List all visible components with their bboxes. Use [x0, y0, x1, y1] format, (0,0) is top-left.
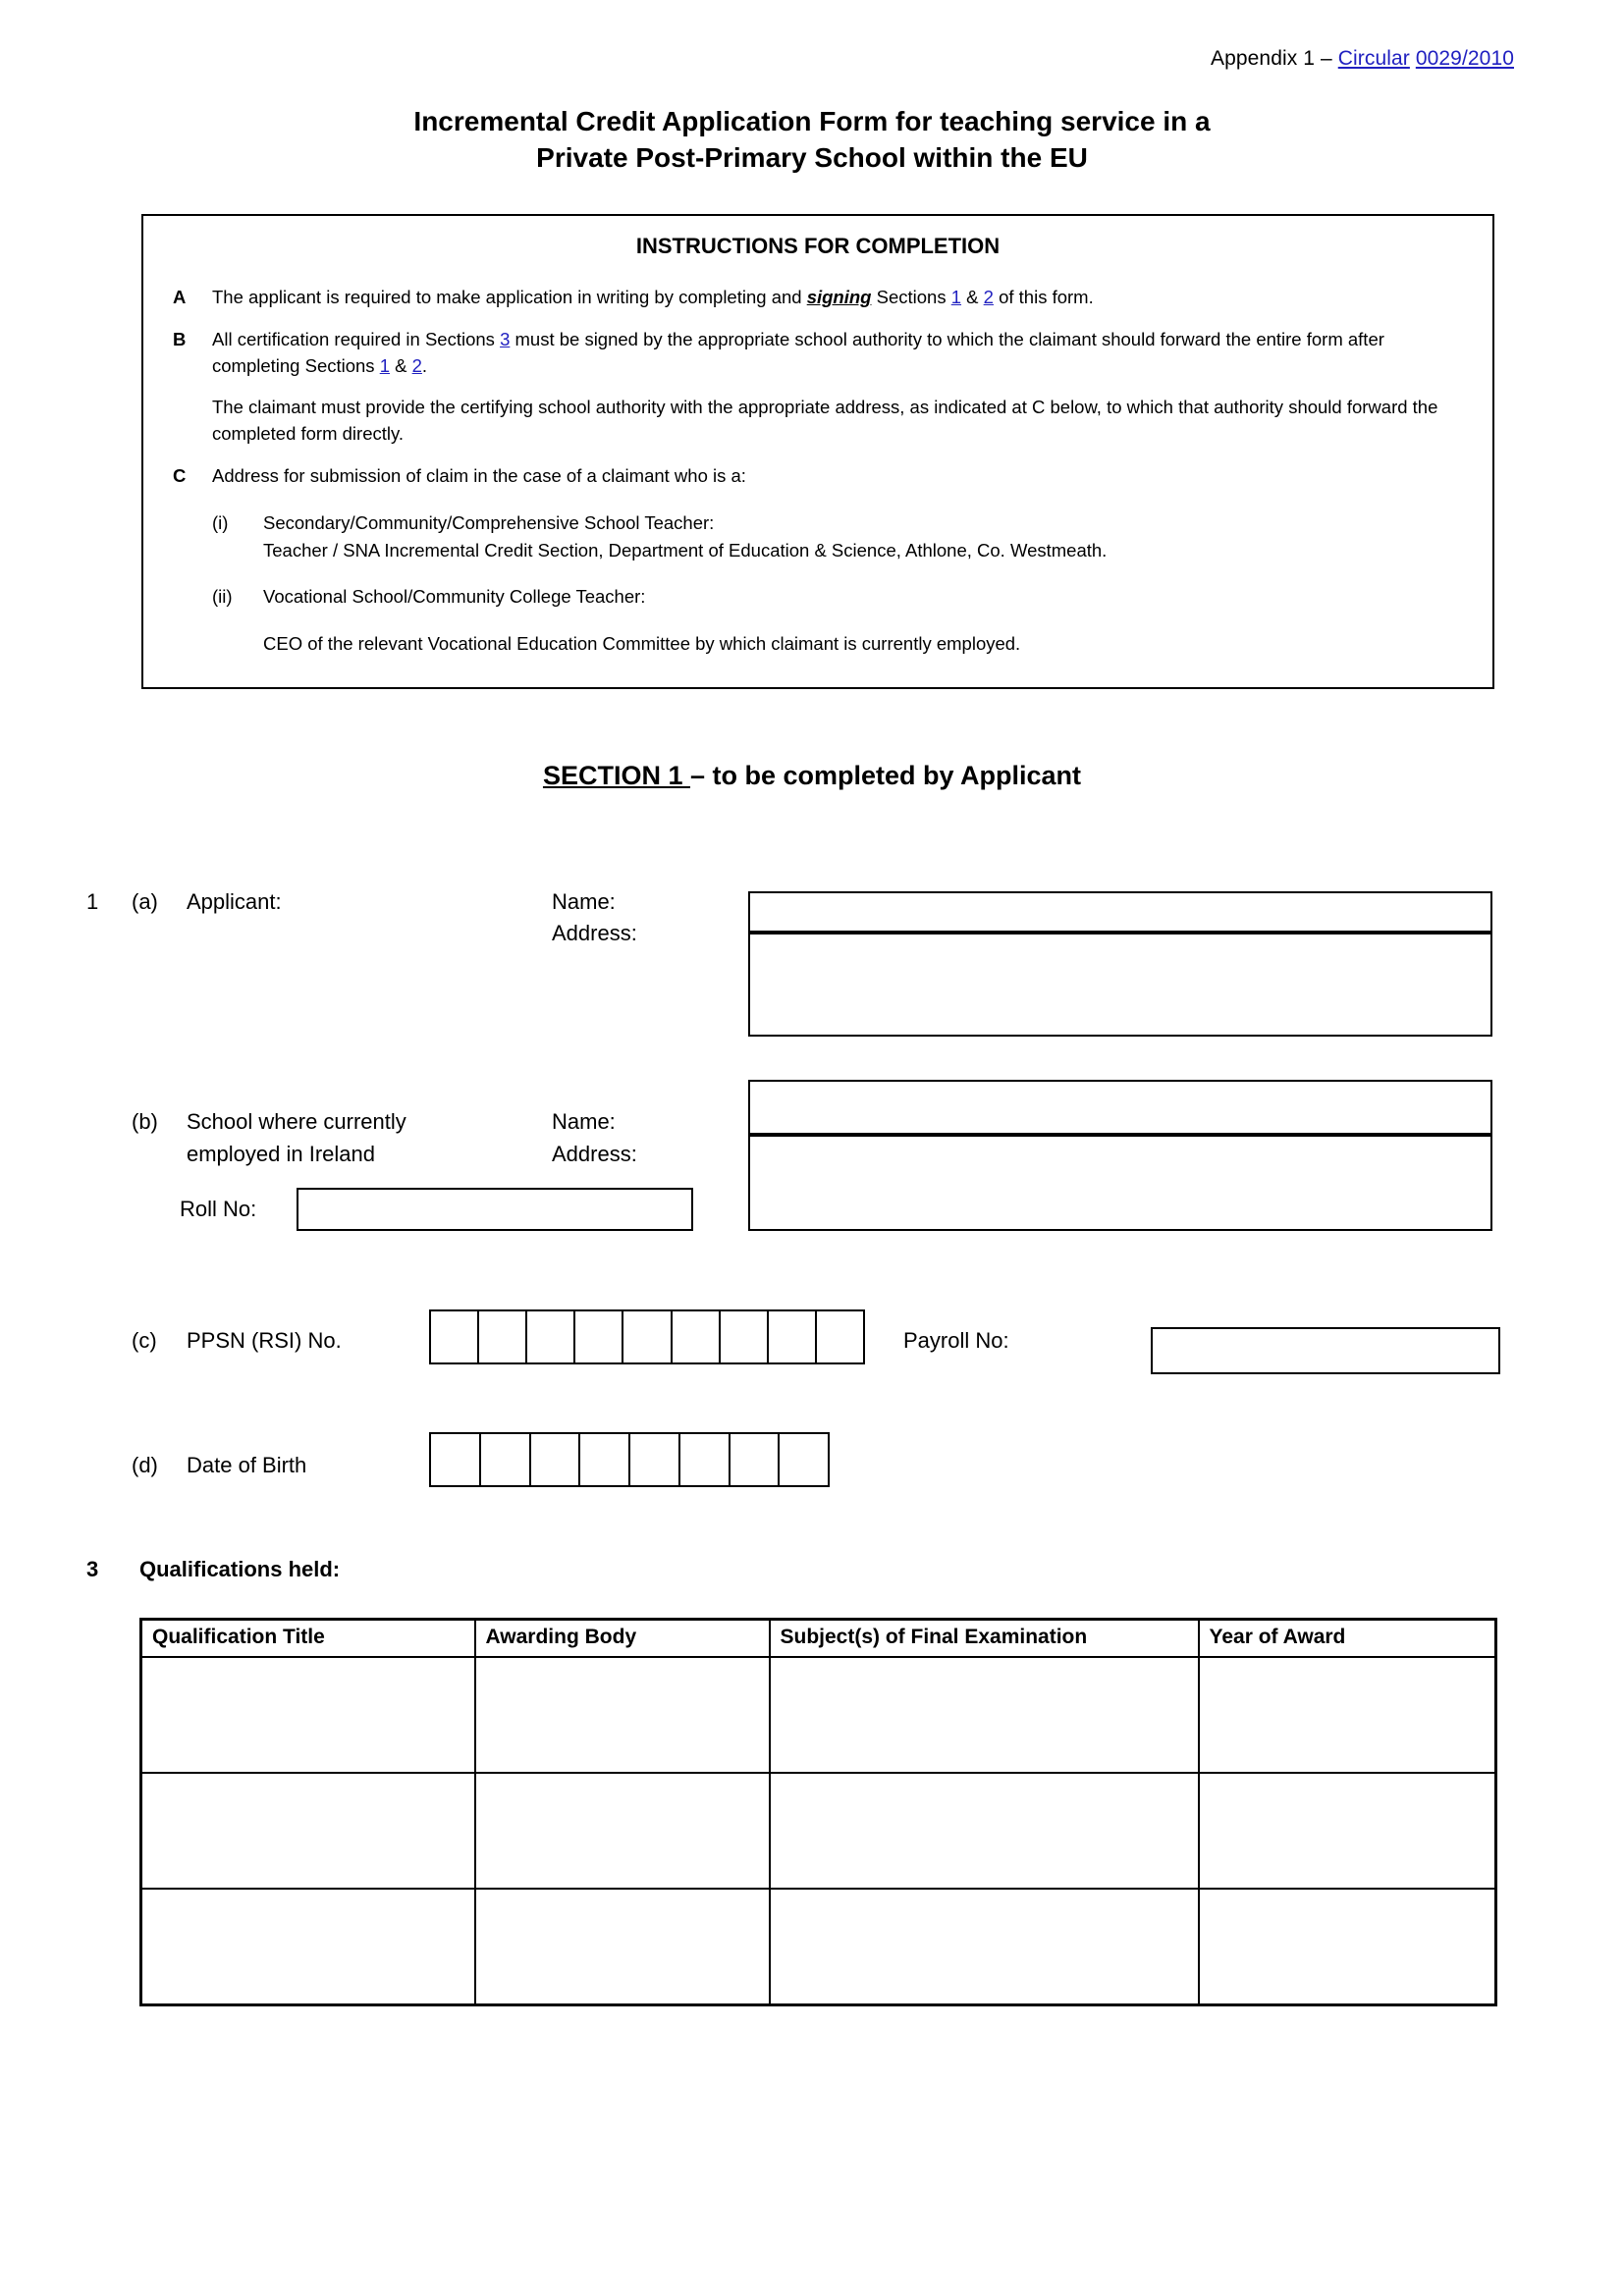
- ppsn-cell[interactable]: [527, 1311, 575, 1362]
- ppsn-input-cells[interactable]: [429, 1309, 865, 1364]
- table-row: [141, 1657, 1496, 1773]
- roll-no-label: Roll No:: [180, 1197, 257, 1221]
- instruction-c-subitem-i: [212, 509, 1463, 564]
- cell-subjects[interactable]: [770, 1773, 1199, 1889]
- dob-cell[interactable]: [731, 1434, 781, 1485]
- dob-marker: (d): [132, 1453, 158, 1477]
- appendix-label: Appendix 1: [1210, 47, 1322, 70]
- section-1-heading-rest: – to be completed by Applicant: [689, 761, 1082, 790]
- cell-qualification-title[interactable]: [141, 1889, 475, 2004]
- table-row: [141, 1773, 1496, 1889]
- instruction-item-b: [173, 327, 1463, 380]
- instruction-text-c: Address for submission of claim in the case of a claimant who is a:: [212, 465, 746, 487]
- instr-b-part3: .: [421, 354, 428, 376]
- school-address-input[interactable]: [748, 1135, 1492, 1231]
- instr-a-part1: The applicant is required to make application in writing by completing and: [212, 287, 807, 307]
- payroll-no-label: Payroll No:: [903, 1328, 1009, 1353]
- cell-awarding-body[interactable]: [475, 1773, 770, 1889]
- instr-a-part2: Sections: [871, 287, 951, 307]
- cell-qualification-title[interactable]: [141, 1657, 475, 1773]
- dob-cell[interactable]: [630, 1434, 680, 1485]
- subitem-ii-line-2: CEO of the relevant Vocational Education Committee by which claimant is currently employed.: [263, 633, 1021, 655]
- qualifications-table: [139, 1618, 1497, 2006]
- instr-a-amp: &: [961, 287, 984, 307]
- table-header-row: [141, 1620, 1496, 1658]
- instruction-text-b: [212, 327, 1463, 380]
- instruction-c-subitem-ii: [212, 583, 1463, 611]
- subitem-ii-line-1: Vocational School/Community College Teacher:: [263, 586, 646, 608]
- subitem-text-ii: [263, 583, 1463, 611]
- applicant-label: Applicant:: [187, 889, 282, 914]
- applicant-address-input[interactable]: [748, 933, 1492, 1037]
- instruction-b-paragraph-2: The claimant must provide the certifying school authority with the appropriate address, as indicated at C below, to which that authority should forward the completed form directly.: [212, 397, 1438, 445]
- ppsn-cell[interactable]: [479, 1311, 527, 1362]
- circular-link[interactable]: Circular: [1337, 47, 1410, 70]
- page-title: [0, 103, 1624, 176]
- subitem-marker-i: (i): [212, 511, 229, 533]
- ppsn-cell[interactable]: [721, 1311, 769, 1362]
- appendix-dash: –: [1321, 47, 1338, 70]
- ppsn-cell[interactable]: [431, 1311, 479, 1362]
- instr-a-emphasis: signing: [806, 287, 872, 307]
- cell-year-of-award[interactable]: [1199, 1657, 1496, 1773]
- subitem-i-line-1: Secondary/Community/Comprehensive School Teacher:: [263, 511, 715, 533]
- school-marker: (b): [132, 1109, 158, 1134]
- ppsn-cell[interactable]: [623, 1311, 672, 1362]
- instruction-letter-a: A: [173, 287, 187, 307]
- section-2-link-a[interactable]: 2: [983, 287, 994, 307]
- instruction-letter-b: B: [173, 328, 187, 349]
- applicant-name-input[interactable]: [748, 891, 1492, 933]
- school-address-label: Address:: [552, 1142, 637, 1166]
- subitem-text-i: [263, 509, 1463, 564]
- dob-label: Date of Birth: [187, 1453, 307, 1477]
- ppsn-cell[interactable]: [575, 1311, 623, 1362]
- ppsn-cell[interactable]: [769, 1311, 817, 1362]
- school-label-line-2: employed in Ireland: [187, 1142, 376, 1166]
- school-label-line-1: School where currently: [187, 1109, 406, 1134]
- applicant-address-label: Address:: [552, 921, 637, 945]
- cell-year-of-award[interactable]: [1199, 1889, 1496, 2004]
- instr-b-part2: must be signed by the appropriate school authority to which the claimant should forward the entire form after completing Sections: [212, 328, 1384, 376]
- dob-cell[interactable]: [780, 1434, 828, 1485]
- column-header-awarding-body: Awarding Body: [475, 1620, 770, 1658]
- section-2-link-b[interactable]: 2: [411, 354, 422, 376]
- applicant-name-label: Name:: [552, 889, 616, 914]
- title-line-1: Incremental Credit Application Form for teaching service in a: [413, 106, 1211, 136]
- circular-number-link[interactable]: 0029/2010: [1415, 47, 1514, 70]
- column-header-subjects: Subject(s) of Final Examination: [770, 1620, 1199, 1658]
- cell-awarding-body[interactable]: [475, 1657, 770, 1773]
- instruction-letter-c: C: [173, 465, 187, 487]
- subitem-marker-ii: (ii): [212, 586, 233, 608]
- dob-cell[interactable]: [481, 1434, 531, 1485]
- instruction-item-c: [173, 463, 1463, 490]
- roll-no-input[interactable]: [297, 1188, 693, 1231]
- dob-input-cells[interactable]: [429, 1432, 830, 1487]
- item-number-3: 3: [86, 1557, 99, 1581]
- instructions-box: [141, 214, 1494, 689]
- column-header-year-of-award: Year of Award: [1199, 1620, 1496, 1658]
- title-line-2: Private Post-Primary School within the EU: [536, 142, 1088, 174]
- applicant-marker: (a): [132, 889, 158, 914]
- instr-a-part3: of this form.: [993, 287, 1094, 307]
- instruction-text-a: [212, 285, 1463, 311]
- qualifications-title: Qualifications held:: [139, 1557, 341, 1581]
- dob-cell[interactable]: [580, 1434, 630, 1485]
- school-name-input[interactable]: [748, 1080, 1492, 1135]
- ppsn-cell[interactable]: [817, 1311, 863, 1362]
- ppsn-cell[interactable]: [673, 1311, 721, 1362]
- section-3-link-b[interactable]: 3: [500, 328, 511, 349]
- section-1-link-b[interactable]: 1: [379, 354, 390, 376]
- item-number-1: 1: [86, 889, 99, 914]
- instruction-c-subitems: [212, 509, 1463, 658]
- section-1-link-a[interactable]: 1: [950, 287, 962, 307]
- school-name-label: Name:: [552, 1109, 616, 1134]
- instr-b-amp: &: [390, 354, 412, 376]
- cell-subjects[interactable]: [770, 1657, 1199, 1773]
- dob-cell[interactable]: [680, 1434, 731, 1485]
- instructions-heading: INSTRUCTIONS FOR COMPLETION: [635, 234, 1001, 258]
- table-row: [141, 1889, 1496, 2004]
- subitem-i-line-2: Teacher / SNA Incremental Credit Section, Department of Education & Science, Athlone, Co. Westmeath.: [263, 539, 1108, 561]
- ppsn-label: PPSN (RSI) No.: [187, 1328, 342, 1353]
- cell-year-of-award[interactable]: [1199, 1773, 1496, 1889]
- cell-subjects[interactable]: [770, 1889, 1199, 2004]
- cell-awarding-body[interactable]: [475, 1889, 770, 2004]
- appendix-reference: [1211, 47, 1514, 71]
- instruction-item-a: [173, 285, 1463, 311]
- dob-cell[interactable]: [531, 1434, 581, 1485]
- section-1-heading-underlined: SECTION 1: [542, 761, 690, 790]
- payroll-no-input[interactable]: [1151, 1327, 1500, 1374]
- cell-qualification-title[interactable]: [141, 1773, 475, 1889]
- ppsn-marker: (c): [132, 1328, 157, 1353]
- dob-cell[interactable]: [431, 1434, 481, 1485]
- section-1-heading: [0, 761, 1624, 791]
- instr-b-part1: All certification required in Sections: [212, 328, 501, 349]
- column-header-qualification-title: Qualification Title: [141, 1620, 475, 1658]
